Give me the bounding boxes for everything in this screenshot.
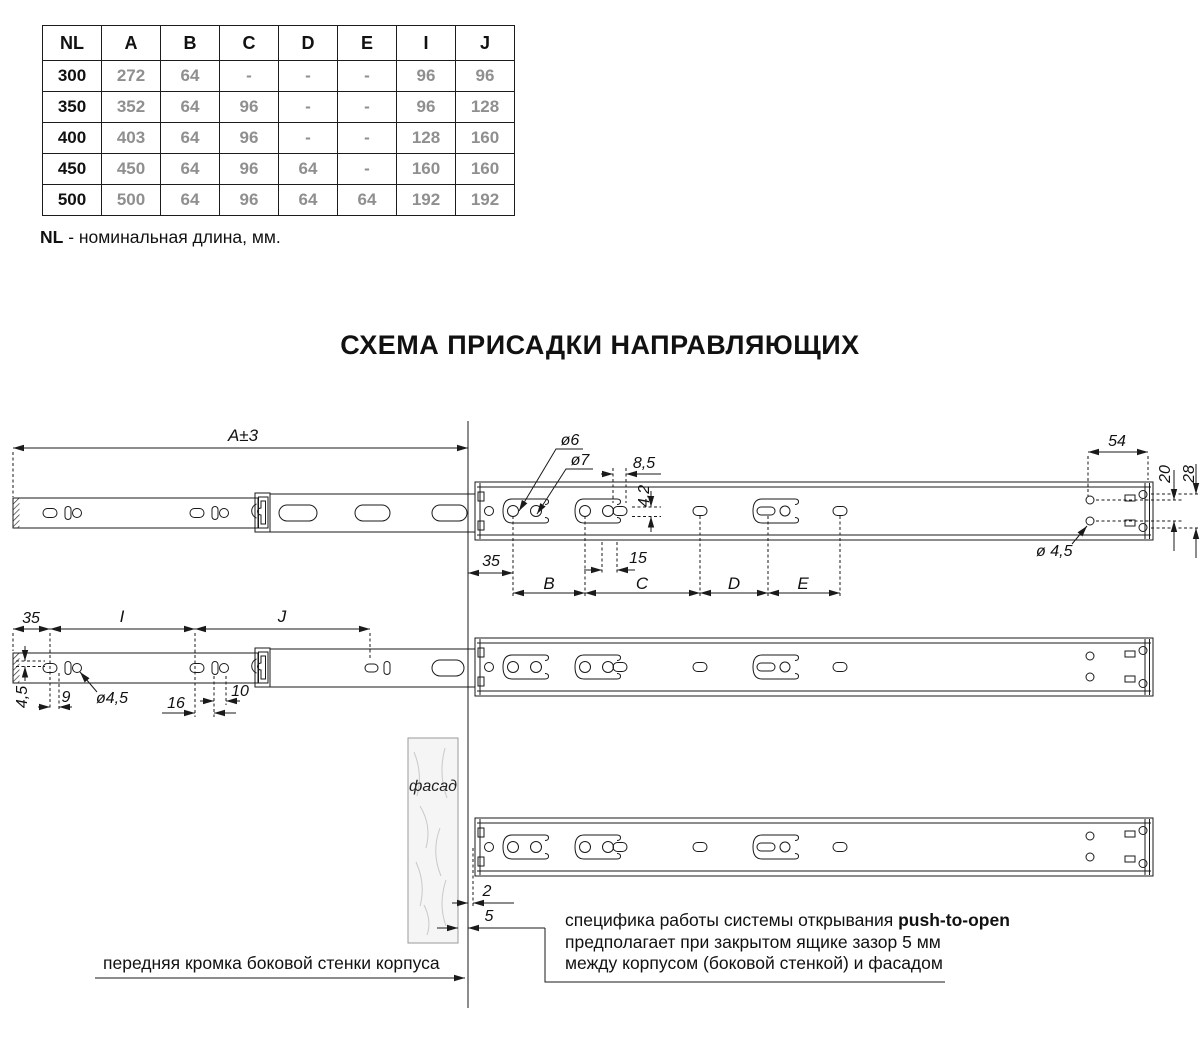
cell-value: 64 xyxy=(338,185,397,216)
dim-d-label: D xyxy=(727,574,741,593)
dim-c-label: C xyxy=(635,574,649,593)
cell-value: 160 xyxy=(456,154,515,185)
cell-value: - xyxy=(338,154,397,185)
dim-28-label: 28 xyxy=(1181,465,1198,483)
dim-4-2 xyxy=(632,485,661,532)
cell-nl: 500 xyxy=(43,185,102,216)
cell-value: - xyxy=(338,61,397,92)
dim-9-label: 9 xyxy=(61,689,71,706)
cell-nl: 450 xyxy=(43,154,102,185)
cell-value: 64 xyxy=(161,123,220,154)
push-note-line3: между корпусом (боковой стенкой) и фасадом xyxy=(565,953,943,973)
col-header-I: I xyxy=(397,26,456,61)
push-note-line1: специфика работы системы открывания xyxy=(565,910,899,930)
dim-e-label: E xyxy=(797,574,809,593)
middle-left-rail xyxy=(13,648,475,687)
dim-dia45-left xyxy=(80,672,128,707)
cell-nl: 400 xyxy=(43,123,102,154)
cell-value: 160 xyxy=(456,123,515,154)
cell-value: - xyxy=(338,123,397,154)
cell-value: 450 xyxy=(102,154,161,185)
dim-a3 xyxy=(13,426,468,497)
dim-5-label: 5 xyxy=(484,908,494,925)
cell-value: - xyxy=(279,123,338,154)
cell-value: - xyxy=(220,61,279,92)
cell-value: - xyxy=(279,61,338,92)
cell-nl: 300 xyxy=(43,61,102,92)
dim-54-label: 54 xyxy=(1108,433,1126,450)
dim-dia45-left-label: ø4,5 xyxy=(96,690,129,707)
cell-value: 64 xyxy=(161,185,220,216)
cell-value: - xyxy=(338,92,397,123)
cell-nl: 350 xyxy=(43,92,102,123)
col-header-E: E xyxy=(338,26,397,61)
cell-value: 96 xyxy=(220,92,279,123)
dim-10 xyxy=(200,676,249,705)
front-edge-label: передняя кромка боковой стенки корпуса xyxy=(103,953,440,973)
facade-panel xyxy=(408,738,458,943)
cell-value: 64 xyxy=(161,92,220,123)
col-header-NL: NL xyxy=(43,26,102,61)
cell-value: 64 xyxy=(161,61,220,92)
dim-b-label: B xyxy=(543,574,555,593)
dim-9 xyxy=(38,673,72,710)
cell-value: 128 xyxy=(456,92,515,123)
top-left-rail xyxy=(13,493,475,532)
cell-value: 64 xyxy=(161,154,220,185)
dim-15 xyxy=(584,542,647,573)
cell-value: 352 xyxy=(102,92,161,123)
dim-dia45-right xyxy=(1036,526,1087,560)
col-header-A: A xyxy=(102,26,161,61)
dim-j-label: J xyxy=(277,607,287,626)
dim-a3-label: A±3 xyxy=(227,426,259,445)
cell-value: 96 xyxy=(397,61,456,92)
col-header-C: C xyxy=(220,26,279,61)
cell-value: 192 xyxy=(456,185,515,216)
footnote-text: - номинальная длина, мм. xyxy=(63,227,281,247)
cell-value: 96 xyxy=(456,61,515,92)
dim-35-mid-label: 35 xyxy=(22,610,40,627)
cell-value: 96 xyxy=(220,185,279,216)
dim-16-label: 16 xyxy=(167,695,185,712)
dim-20-label: 20 xyxy=(1157,465,1174,483)
col-header-J: J xyxy=(456,26,515,61)
cell-value: 500 xyxy=(102,185,161,216)
dim-16 xyxy=(162,676,236,717)
cell-value: 128 xyxy=(397,123,456,154)
cell-value: 64 xyxy=(279,185,338,216)
cell-value: 192 xyxy=(397,185,456,216)
cell-value: 272 xyxy=(102,61,161,92)
dim-4-2-label: 4,2 xyxy=(636,484,653,508)
dim-4-5-label: 4,5 xyxy=(14,685,31,709)
push-note-line1-bold: push-to-open xyxy=(898,910,1010,930)
dim-2-label: 2 xyxy=(482,883,492,900)
dim-dia45-right-label: ø 4,5 xyxy=(1036,543,1073,560)
dim-15-label: 15 xyxy=(629,550,647,567)
col-header-B: B xyxy=(161,26,220,61)
cell-value: 96 xyxy=(220,123,279,154)
dim-i-label: I xyxy=(119,607,125,626)
dim-10-label: 10 xyxy=(231,683,249,700)
cell-value: 96 xyxy=(220,154,279,185)
push-note-line2: предполагает при закрытом ящике зазор 5 мм xyxy=(565,931,941,952)
dim-bcde xyxy=(513,516,840,597)
cell-value: 96 xyxy=(397,92,456,123)
top-right-rail xyxy=(475,482,1153,540)
dim-dia7-label: ø7 xyxy=(570,452,590,469)
dim-35-top xyxy=(468,553,513,573)
bottom-rail xyxy=(475,818,1153,876)
cell-value: 160 xyxy=(397,154,456,185)
col-header-D: D xyxy=(279,26,338,61)
push-to-open-note xyxy=(565,910,1010,975)
dim-8-5-label: 8,5 xyxy=(632,455,656,472)
dim-35-top-label: 35 xyxy=(482,553,500,570)
middle-right-rail xyxy=(475,638,1153,696)
page-title: СХЕМА ПРИСАДКИ НАПРАВЛЯЮЩИХ xyxy=(340,330,860,360)
cell-value: 403 xyxy=(102,123,161,154)
facade-label: фасад xyxy=(408,778,457,795)
dim-dia6-label: ø6 xyxy=(560,432,580,449)
cell-value: - xyxy=(279,92,338,123)
footnote-term: NL xyxy=(40,227,64,247)
cell-value: 64 xyxy=(279,154,338,185)
